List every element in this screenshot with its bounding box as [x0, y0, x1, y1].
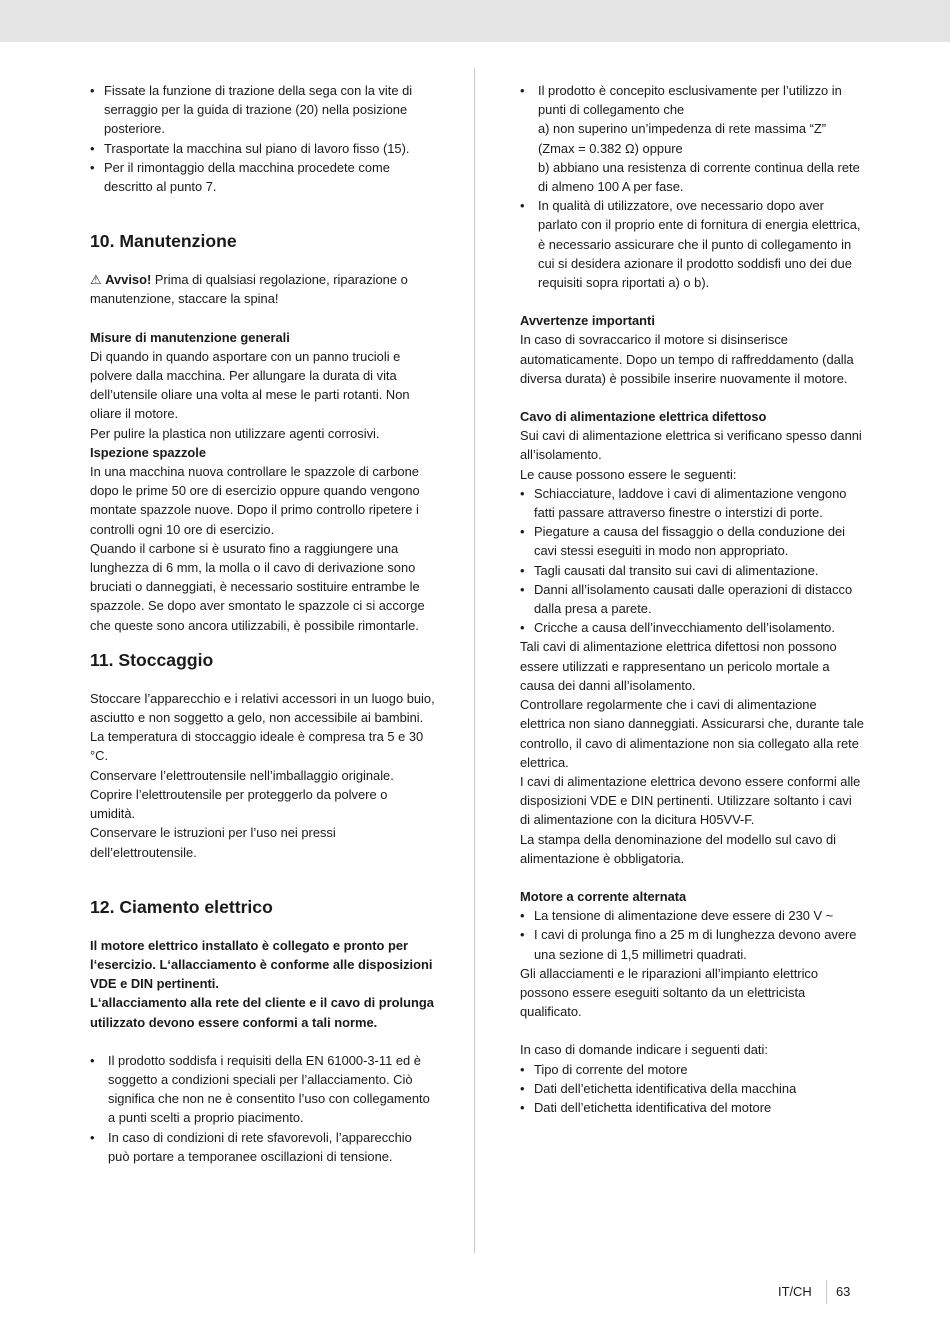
section-title-electrical: 12. Ciamento elettrico: [90, 896, 273, 917]
list-line: • Il prodotto è concepito esclusivamente per l’utilizzo in punti di collegamento che: [538, 83, 842, 118]
subheading-general-maintenance: Misure di manutenzione generali: [90, 329, 290, 345]
subheading-defective-cable: Cavo di alimentazione elettrica difettoso: [520, 409, 767, 425]
list-item: • La tensione di alimentazione deve essere di 230 V ~: [520, 906, 865, 925]
list-item: • Dati dell’etichetta identificativa della macchina: [520, 1079, 865, 1098]
paragraph: Di quando in quando asportare con un panno trucioli e polvere dalla macchina. Per allungare la durata di vita dell’utensile oliare una volta al mese le parti rotanti. Non oliare il motore.: [90, 348, 410, 422]
list-item: • Tipo di corrente del motore: [520, 1060, 865, 1079]
paragraph: Gli allacciamenti e le riparazioni all’impianto elettrico possono essere eseguiti soltanto da un elettricista qualificato.: [520, 965, 819, 1020]
list-item: • Dati dell’etichetta identificativa del motore: [520, 1098, 865, 1117]
warning-paragraph: [90, 270, 435, 308]
paragraph: Controllare regolarmente che i cavi di alimentazione elettrica non siano danneggiati. Assicurarsi che, durante tale controllo, il cavo di alimentazione non sia collegato alla rete elettrica.: [520, 697, 864, 770]
list-item: • Cricche a causa dell’invecchiamento dell’isolamento.: [520, 618, 865, 637]
list-item: • I cavi di prolunga fino a 25 m di lunghezza devono avere una sezione di 1,5 millimetri quadrati.: [520, 925, 865, 963]
questions-list: [520, 1060, 865, 1118]
subheading-ac-motor: Motore a corrente alternata: [520, 888, 687, 904]
page-number: 63: [836, 1284, 851, 1299]
list-item: • Trasportate la macchina sul piano di lavoro fisso (15).: [90, 139, 435, 158]
right-column: [520, 81, 865, 1117]
paragraph: Quando il carbone si è usurato fino a raggiungere una lunghezza di 6 mm, la molla o il cavo di derivazione sono bruciati o danneggiati, è necessario sostituire entrambe le spazzole. Se dopo aver smontato le spazzole ci si accorge che queste sono ancora utilizzabili, è possibile rimontarle.: [90, 540, 425, 633]
list-item: • Schiacciature, laddove i cavi di alimentazione vengono fatti passare attraverso finestre o interstizi di porte.: [520, 484, 865, 522]
motor-list: [520, 906, 865, 964]
cable-causes-list: [520, 484, 865, 638]
warning-text: Prima di qualsiasi regolazione, riparazione o manutenzione, staccare la spina!: [90, 272, 408, 307]
paragraph: Stoccare l’apparecchio e i relativi accessori in un luogo buio, asciutto e non soggetto a gelo, non accessibile ai bambini. La temperatura di stoccaggio ideale è compresa tra 5 e 30 °C.: [90, 690, 435, 764]
footer-language: IT/CH: [778, 1284, 812, 1299]
warning-label: Avviso!: [105, 272, 152, 288]
paragraph: Sui cavi di alimentazione elettrica si verificano spesso danni all’isolamento.: [520, 428, 862, 463]
paragraph: Le cause possono essere le seguenti:: [520, 466, 737, 482]
top-bar: [0, 0, 950, 42]
list-item: • Il prodotto soddisfa i requisiti della EN 61000-3-11 ed è soggetto a condizioni speciali per l’allacciamento. Ciò significa che non ne è consentito l’uso con collegamento a punti scelti a proprio piacimento.: [90, 1051, 435, 1128]
electrical-list: [90, 1051, 435, 1166]
column-divider: [474, 68, 475, 1253]
warning-icon: ⚠: [90, 272, 102, 288]
list-item: • Tagli causati dal transito sui cavi di alimentazione.: [520, 561, 865, 580]
footer-separator: [826, 1280, 827, 1304]
paragraph: La stampa della denominazione del modello sul cavo di alimentazione è obbligatoria.: [520, 831, 837, 866]
paragraph: Conservare le istruzioni per l’uso nei pressi dell’elettroutensile.: [90, 825, 336, 860]
left-column: [90, 81, 435, 1166]
list-line: a) non superino un’impedenza di rete massima “Z” (Zmax = 0.382 Ω) oppure: [538, 121, 827, 156]
bold-paragraph: Il motore elettrico installato è collegato e pronto per l‘esercizio. L‘allacciamento è conforme alle disposizioni VDE e DIN pertinenti.: [90, 937, 433, 992]
list-item: • In qualità di utilizzatore, ove necessario dopo aver parlato con il proprio ente di fornitura di energia elettrica, è necessario assicurare che il punto di collegamento in cui si desidera azionare il prodotto soddisfi uno dei due requisiti sopra riportati a) o b).: [520, 196, 865, 292]
list-item: • Fissate la funzione di trazione della sega con la vite di serraggio per la guida di trazione (20) nella posizione posteriore.: [90, 81, 435, 139]
list-item: • Danni all’isolamento causati dalle operazioni di distacco dalla presa a parete.: [520, 580, 865, 618]
list-item: • Piegature a causa del fissaggio o della conduzione dei cavi stessi eseguiti in modo non appropriato.: [520, 522, 865, 560]
paragraph: I cavi di alimentazione elettrica devono essere conformi alle disposizioni VDE e DIN pertinenti. Utilizzare soltanto i cavi di alimentazione con la dicitura H05VV-F.: [520, 773, 861, 828]
bold-paragraph: L‘allacciamento alla rete del cliente e il cavo di prolunga utilizzato devono essere conformi a tali norme.: [90, 995, 434, 1030]
paragraph: Tali cavi di alimentazione elettrica difettosi non possono essere utilizzati e rappresentano un pericolo mortale a causa dei danni all’isolamento.: [520, 639, 837, 693]
paragraph: Conservare l’elettroutensile nell’imballaggio originale.: [90, 767, 394, 783]
paragraph: In una macchina nuova controllare le spazzole di carbone dopo le prime 50 ore di esercizio oppure quando vengono montate spazzole nuove. Dopo il primo controllo ripetere i controlli ogni 10 ore di esercizio.: [90, 464, 420, 537]
paragraph: In caso di sovraccarico il motore si disinserisce automaticamente. Dopo un tempo di raffreddamento (dalla diversa durata) è possibile inserire nuovamente il motore.: [520, 332, 854, 386]
subheading-brush-inspection: Ispezione spazzole: [90, 444, 207, 460]
section-title-storage: 11. Stoccaggio: [90, 649, 214, 670]
intro-list: [90, 81, 435, 196]
subheading-important-warnings: Avvertenze importanti: [520, 313, 655, 329]
list-item: • In caso di condizioni di rete sfavorevoli, l’apparecchio può portare a temporanee oscillazioni di tensione.: [90, 1128, 435, 1166]
paragraph: In caso di domande indicare i seguenti dati:: [520, 1042, 768, 1058]
section-title-maintenance: 10. Manutenzione: [90, 231, 237, 252]
paragraph: Coprire l’elettroutensile per proteggerlo da polvere o umidità.: [90, 786, 388, 822]
paragraph: Per pulire la plastica non utilizzare agenti corrosivi.: [90, 425, 380, 441]
connection-requirements-list: [520, 81, 865, 292]
list-item: [520, 81, 865, 196]
list-line: b) abbiano una resistenza di corrente continua della rete di almeno 100 A per fase.: [538, 159, 860, 195]
list-item: • Per il rimontaggio della macchina procedete come descritto al punto 7.: [90, 158, 435, 196]
